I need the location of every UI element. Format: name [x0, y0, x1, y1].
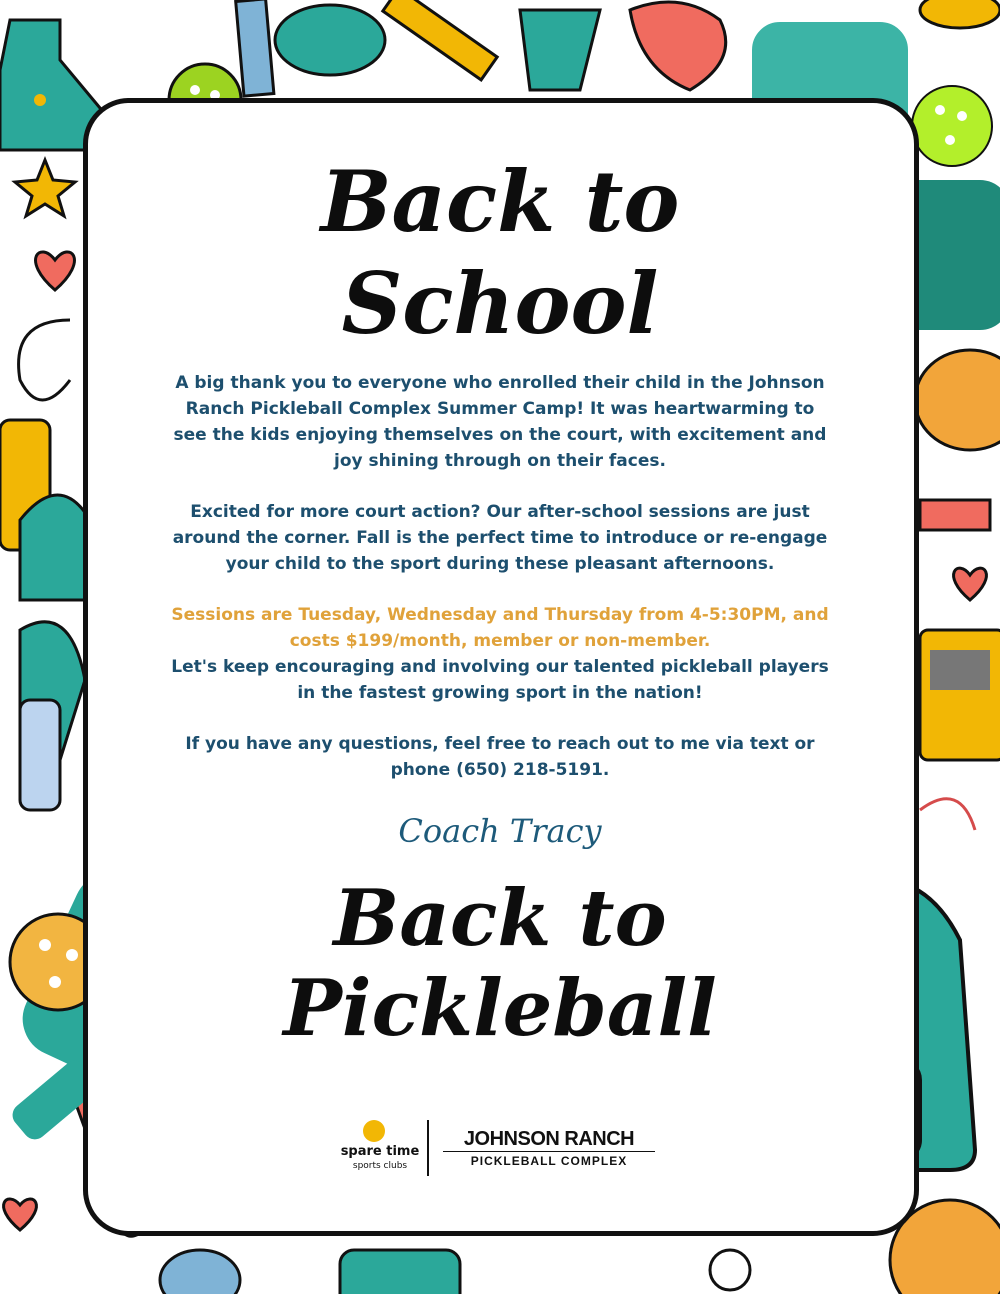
heart-icon-right — [954, 568, 987, 600]
sessions-paragraph — [170, 602, 830, 706]
heading-back-to-school-line2: School — [341, 254, 659, 353]
calculator-illustration — [920, 630, 1000, 760]
johnson-ranch-logo-name: JOHNSON RANCH — [463, 1128, 635, 1150]
encouragement-text: Let's keep encouraging and involving our talented pickleball players in the fastest growing sport in the nation! — [171, 657, 829, 703]
hat-illustration — [20, 495, 90, 600]
flask-bubble — [34, 94, 46, 106]
sponsor-logos — [335, 1118, 665, 1178]
sessions-schedule-text: Sessions are Tuesday, Wednesday and Thursday from 4-5:30PM, and costs $199/month, member or non-member. — [171, 605, 829, 651]
pickleball-top-right — [912, 86, 992, 166]
spare-time-logo-tagline: sports clubs — [352, 1161, 408, 1171]
microscope-illustration — [520, 10, 600, 90]
after-school-paragraph: Excited for more court action? Our after-school sessions are just around the corner. Fall is the perfect time to introduce or re-engage your child to the sport during these pleasant afternoons. — [172, 502, 828, 574]
logo-divider — [427, 1120, 429, 1176]
apple-illustration — [630, 2, 726, 90]
spare-time-logo-name: spare time — [340, 1144, 420, 1159]
bowl-illustration — [275, 5, 385, 75]
heading-back-to-pickleball-line2: Pickleball — [283, 963, 717, 1054]
heading-back-to-pickleball-line1: Back to — [333, 873, 667, 964]
spare-time-logo-icon — [363, 1120, 385, 1142]
bag-illustration — [340, 1250, 460, 1294]
ruler-illustration — [236, 0, 274, 96]
johnson-ranch-logo-tagline: PICKLEBALL COMPLEX — [470, 1154, 628, 1168]
signature-coach: Coach Tracy — [398, 812, 602, 850]
contact-paragraph: If you have any questions, feel free to reach out to me via text or phone (650) 218-5191. — [185, 734, 815, 780]
heart-icon-bottom — [4, 1199, 37, 1230]
atom-illustration — [710, 1250, 750, 1290]
coin-illustration — [920, 0, 1000, 28]
football-illustration — [915, 350, 1000, 450]
tube-illustration — [20, 700, 60, 810]
globe-illustration — [160, 1250, 240, 1294]
heading-back-to-school-line1: Back to — [320, 152, 680, 251]
pencil-illustration — [383, 0, 497, 80]
johnson-ranch-logo-rule — [443, 1151, 655, 1152]
thank-you-paragraph: A big thank you to everyone who enrolled their child in the Johnson Ranch Pickleball Complex Summer Camp! It was heartwarming to see the kids enjoying themselves on the court, with excitement and joy shining through on their faces. — [173, 373, 827, 471]
marker-illustration — [920, 500, 990, 530]
